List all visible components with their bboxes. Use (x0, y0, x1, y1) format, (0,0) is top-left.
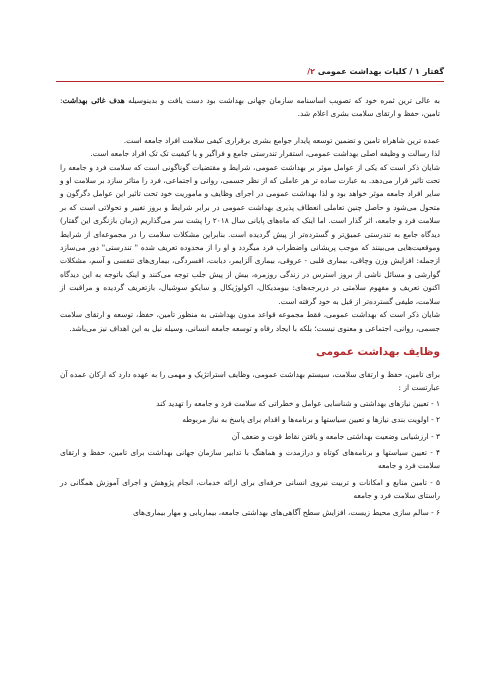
list-item: ۵ - تامین منابع و امکانات و تربیت نیروی انسانی حرفه‌ای برای ارائه خدمات، انجام پژوهش و اجرای آموزش همگانی در راستای سلامت فرد و جامعه (60, 477, 440, 501)
list-item: ۲ - اولویت بندی نیازها و تعیین سیاستها و برنامه‌ها و اقدام برای پاسخ به نیاز مربوطه (182, 415, 440, 425)
list-item: ۴ - تعیین سیاستها و برنامه‌های کوتاه و درازمدت و هماهنگ با تدابیر سازمان جهانی بهداشت برای تامین، حفظ و ارتقای سلامت فرد و جامعه (60, 447, 440, 471)
body-paragraph: عمده ترین شاهراه تامین و تضمین توسعه پایدار جوامع بشری برقراری کیفی سلامت افراد جامعه است. (123, 135, 440, 145)
list-item: ۳ - ارزشیابی وضعیت بهداشتی جامعه و یافتن نقاط قوت و ضعف آن (231, 431, 440, 441)
page-content (60, 94, 440, 522)
intro-text-b: : تامین، حفظ و ارتقای سلامت بشری اعلام شد. (60, 96, 440, 119)
section-title: وظایف بهداشت عمومی (315, 345, 440, 358)
list-item: ۱ - تعیین نیازهای بهداشتی و شناسایی عوامل و خطراتی که سلامت فرد و جامعه را تهدید کند (156, 398, 440, 408)
duties-list (60, 397, 440, 519)
body-paragraph: شایان ذکر است که بهداشت عمومی، فقط مجموعه قواعد مدون بهداشتی به منظور تامین، حفظ، توسعه و ارتقای سلامت جسمی، روانی، اجتماعی و معنوی نیست؛ بلکه با ایجاد رفاه و توسعه جامعه انسانی، وسیله نیل به این اهداف نیز می‌باشد. (60, 310, 440, 333)
body-paragraph: لذا رسالت و وظیفه اصلی بهداشت عمومی، استقرار تندرستی جامع و فراگیر و یا کیفیت تک تک افراد جامعه است. (90, 149, 440, 159)
chapter-number: ۲/ (307, 66, 316, 76)
chapter-title: گفتار ۱ / کلیات بهداشت عمومی (317, 66, 444, 76)
chapter-heading (307, 67, 444, 76)
list-item: ۶ - سالم سازی محیط زیست، افزایش سطح آگاهی‌های بهداشتی جامعه، بیماریابی و مهار بیماری‌های (132, 507, 440, 517)
section-intro: برای تامین، حفظ و ارتقای سلامت، سیستم بهداشت عمومی، وظایف استراتژیک و مهمی را به عهده دارد که ارکان عمده آن عبارتست از : (60, 369, 440, 393)
intro-bold-phrase: هدف غائی بهداشت (62, 96, 125, 105)
intro-paragraph (60, 94, 440, 121)
intro-text-a: به عالی ترین ثمره خود که تصویب اساسنامه سازمان جهانی بهداشت بود دست یافت و بدینوسیله (124, 96, 440, 105)
running-header (56, 64, 444, 78)
body-paragraph: شایان ذکر است که یکی از عوامل موثر بر بهداشت عمومی، شرایط و مقتضیات گوناگونی است که سلامت فرد و جامعه را تحت تاثیر قرار می‌دهد. به عبارت ساده تر هر عاملی که از نظر جسمی، روانی و اجتماعی، فرد را متاثر سازد بر سلامت او و سایر افراد جامعه موثر خواهد بود و لذا بهداشت عمومی در اجرای وظایف و ماموریت خود تحت تاثیر این عوامل دگرگون و متحول می‌شود و حاصل چنین تعاملی انعطاف پذیری بهداشت عمومی در برابر شرایط و بروز تغییر و تحولاتی است که بر سلامت فرد و جامعه، اثر گذار است. اما اینک که ماه‌های پایانی سال ۲۰۱۸ را پشت سر می‌گذاریم (زمان بازنگری این گفتار) دیدگاه جامع به تندرستی عمیق‌تر و گسترده‌تر از پیش گردیده است. بنابراین مشکلات سلامت را در مجموعه‌ای از شرایط وموقعیت‌هایی می‌بینند که موجب پریشانی واضطراب فرد میگردد و او را از محدوده تعریف شده " تندرستی" دور می‌سازد ازجمله: افزایش وزن وچاقی، بیماری قلبی - عروقی، بیماری آلزایمر، دیابت، افسردگی، بیماری‌های تنفسی و آسم، مشکلات گوارشی و مسائل ناشی از بروز استرس در زندگی روزمره، بیش از پیش جلب توجه می‌کنند و اینک باتوجه به این دیدگاه اکنون تعریف و مفهوم سلامتی در دربرجه‌های: بیومدیکال، اکولوژیکال و سایکو سوشیال، بازتعریف گردیده و مراقبت از سلامت، طیفی گسترده‌تر از قبل به خود گرفته است. (60, 162, 440, 306)
header-rule (56, 81, 444, 82)
